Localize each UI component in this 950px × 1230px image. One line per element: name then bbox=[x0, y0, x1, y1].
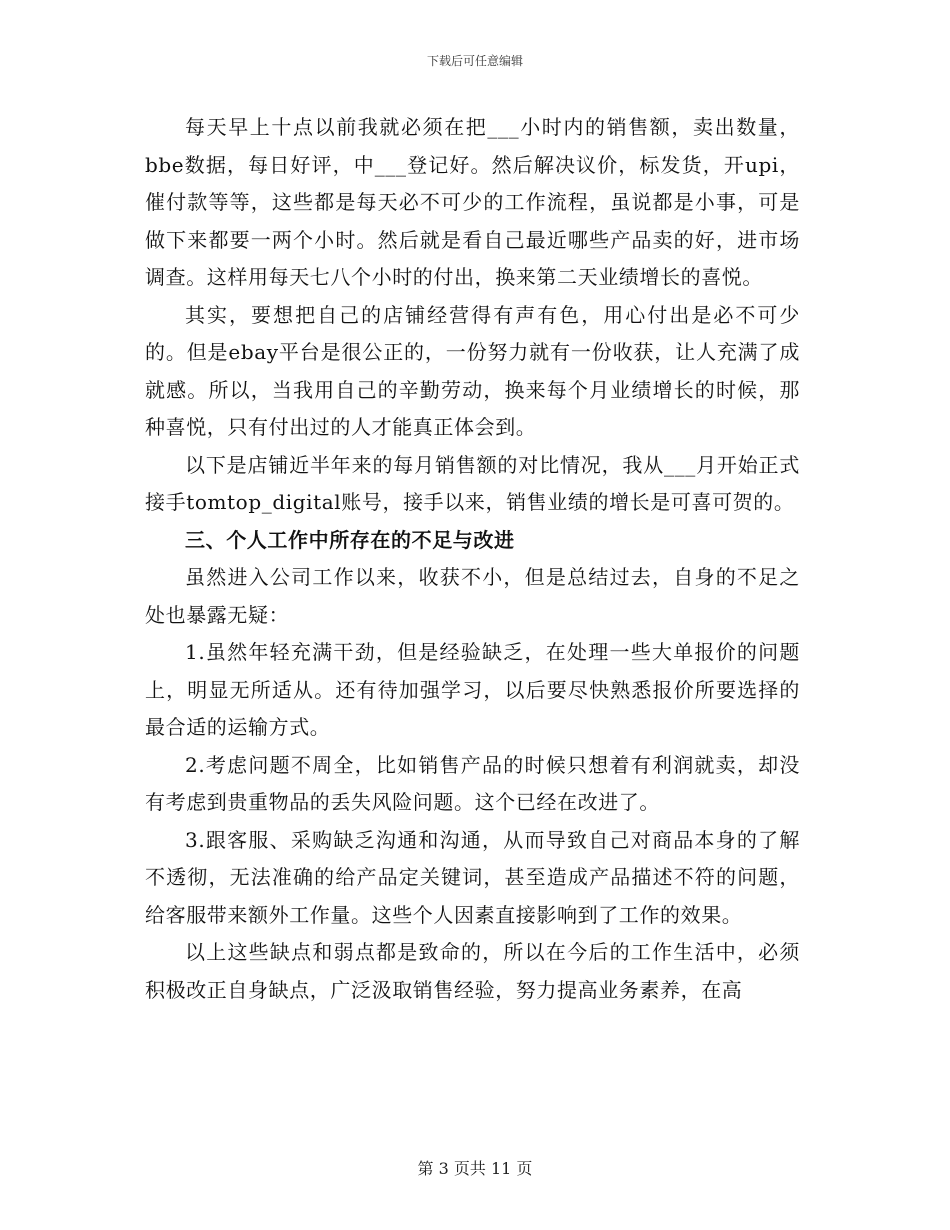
page-header: 下载后可任意编辑 bbox=[426, 54, 523, 68]
list-item-2: 2.考虑问题不周全，比如销售产品的时候只想着有利润就卖，却没有考虑到贵重物品的丢失风险问题。这个已经在改进了。 bbox=[145, 752, 800, 814]
paragraph-sales-comparison: 以下是店铺近半年来的每月销售额的对比情况，我从___月开始正式接手tomtop_digital账号，接手以来，销售业绩的增长是可喜可贺的。 bbox=[145, 452, 800, 514]
section-heading: 三、个人工作中所存在的不足与改进 bbox=[185, 527, 515, 552]
list-item-3: 3.跟客服、采购缺乏沟通和沟通，从而导致自己对商品本身的了解不透彻，无法准确的给产品定关键词，甚至造成产品描述不符的问题，给客服带来额外工作量。这些个人因素直接影响到了工作的效果。 bbox=[145, 827, 800, 927]
document-body bbox=[145, 109, 800, 1009]
paragraph-daily-routine: 每天早上十点以前我就必须在把___小时内的销售额，卖出数量，bbe数据，每日好评，中___登记好。然后解决议价，标发货，开upi，催付款等等，这些都是每天必不可少的工作流程，虽说都是小事，可是做下来都要一两个小时。然后就是看自己最近哪些产品卖的好，进市场调查。这样用每天七八个小时的付出，换来第二天业绩增长的喜悦。 bbox=[145, 115, 800, 289]
paragraph-shortcomings-intro: 虽然进入公司工作以来，收获不小，但是总结过去，自身的不足之处也暴露无疑： bbox=[145, 565, 800, 627]
list-item-1: 1.虽然年轻充满干劲，但是经验缺乏，在处理一些大单报价的问题上，明显无所适从。还有待加强学习，以后要尽快熟悉报价所要选择的最合适的运输方式。 bbox=[145, 640, 800, 739]
paragraph-conclusion: 以上这些缺点和弱点都是致命的，所以在今后的工作生活中，必须积极改正自身缺点，广泛汲取销售经验，努力提高业务素养，在高 bbox=[145, 940, 800, 1002]
paragraph-effort: 其实，要想把自己的店铺经营得有声有色，用心付出是必不可少的。但是ebay平台是很公正的，一份努力就有一份收获，让人充满了成就感。所以，当我用自己的辛勤劳动，换来每个月业绩增长的时候，那种喜悦，只有付出过的人才能真正体会到。 bbox=[145, 302, 800, 439]
page-footer: 第 3 页共 11 页 bbox=[417, 1159, 533, 1178]
